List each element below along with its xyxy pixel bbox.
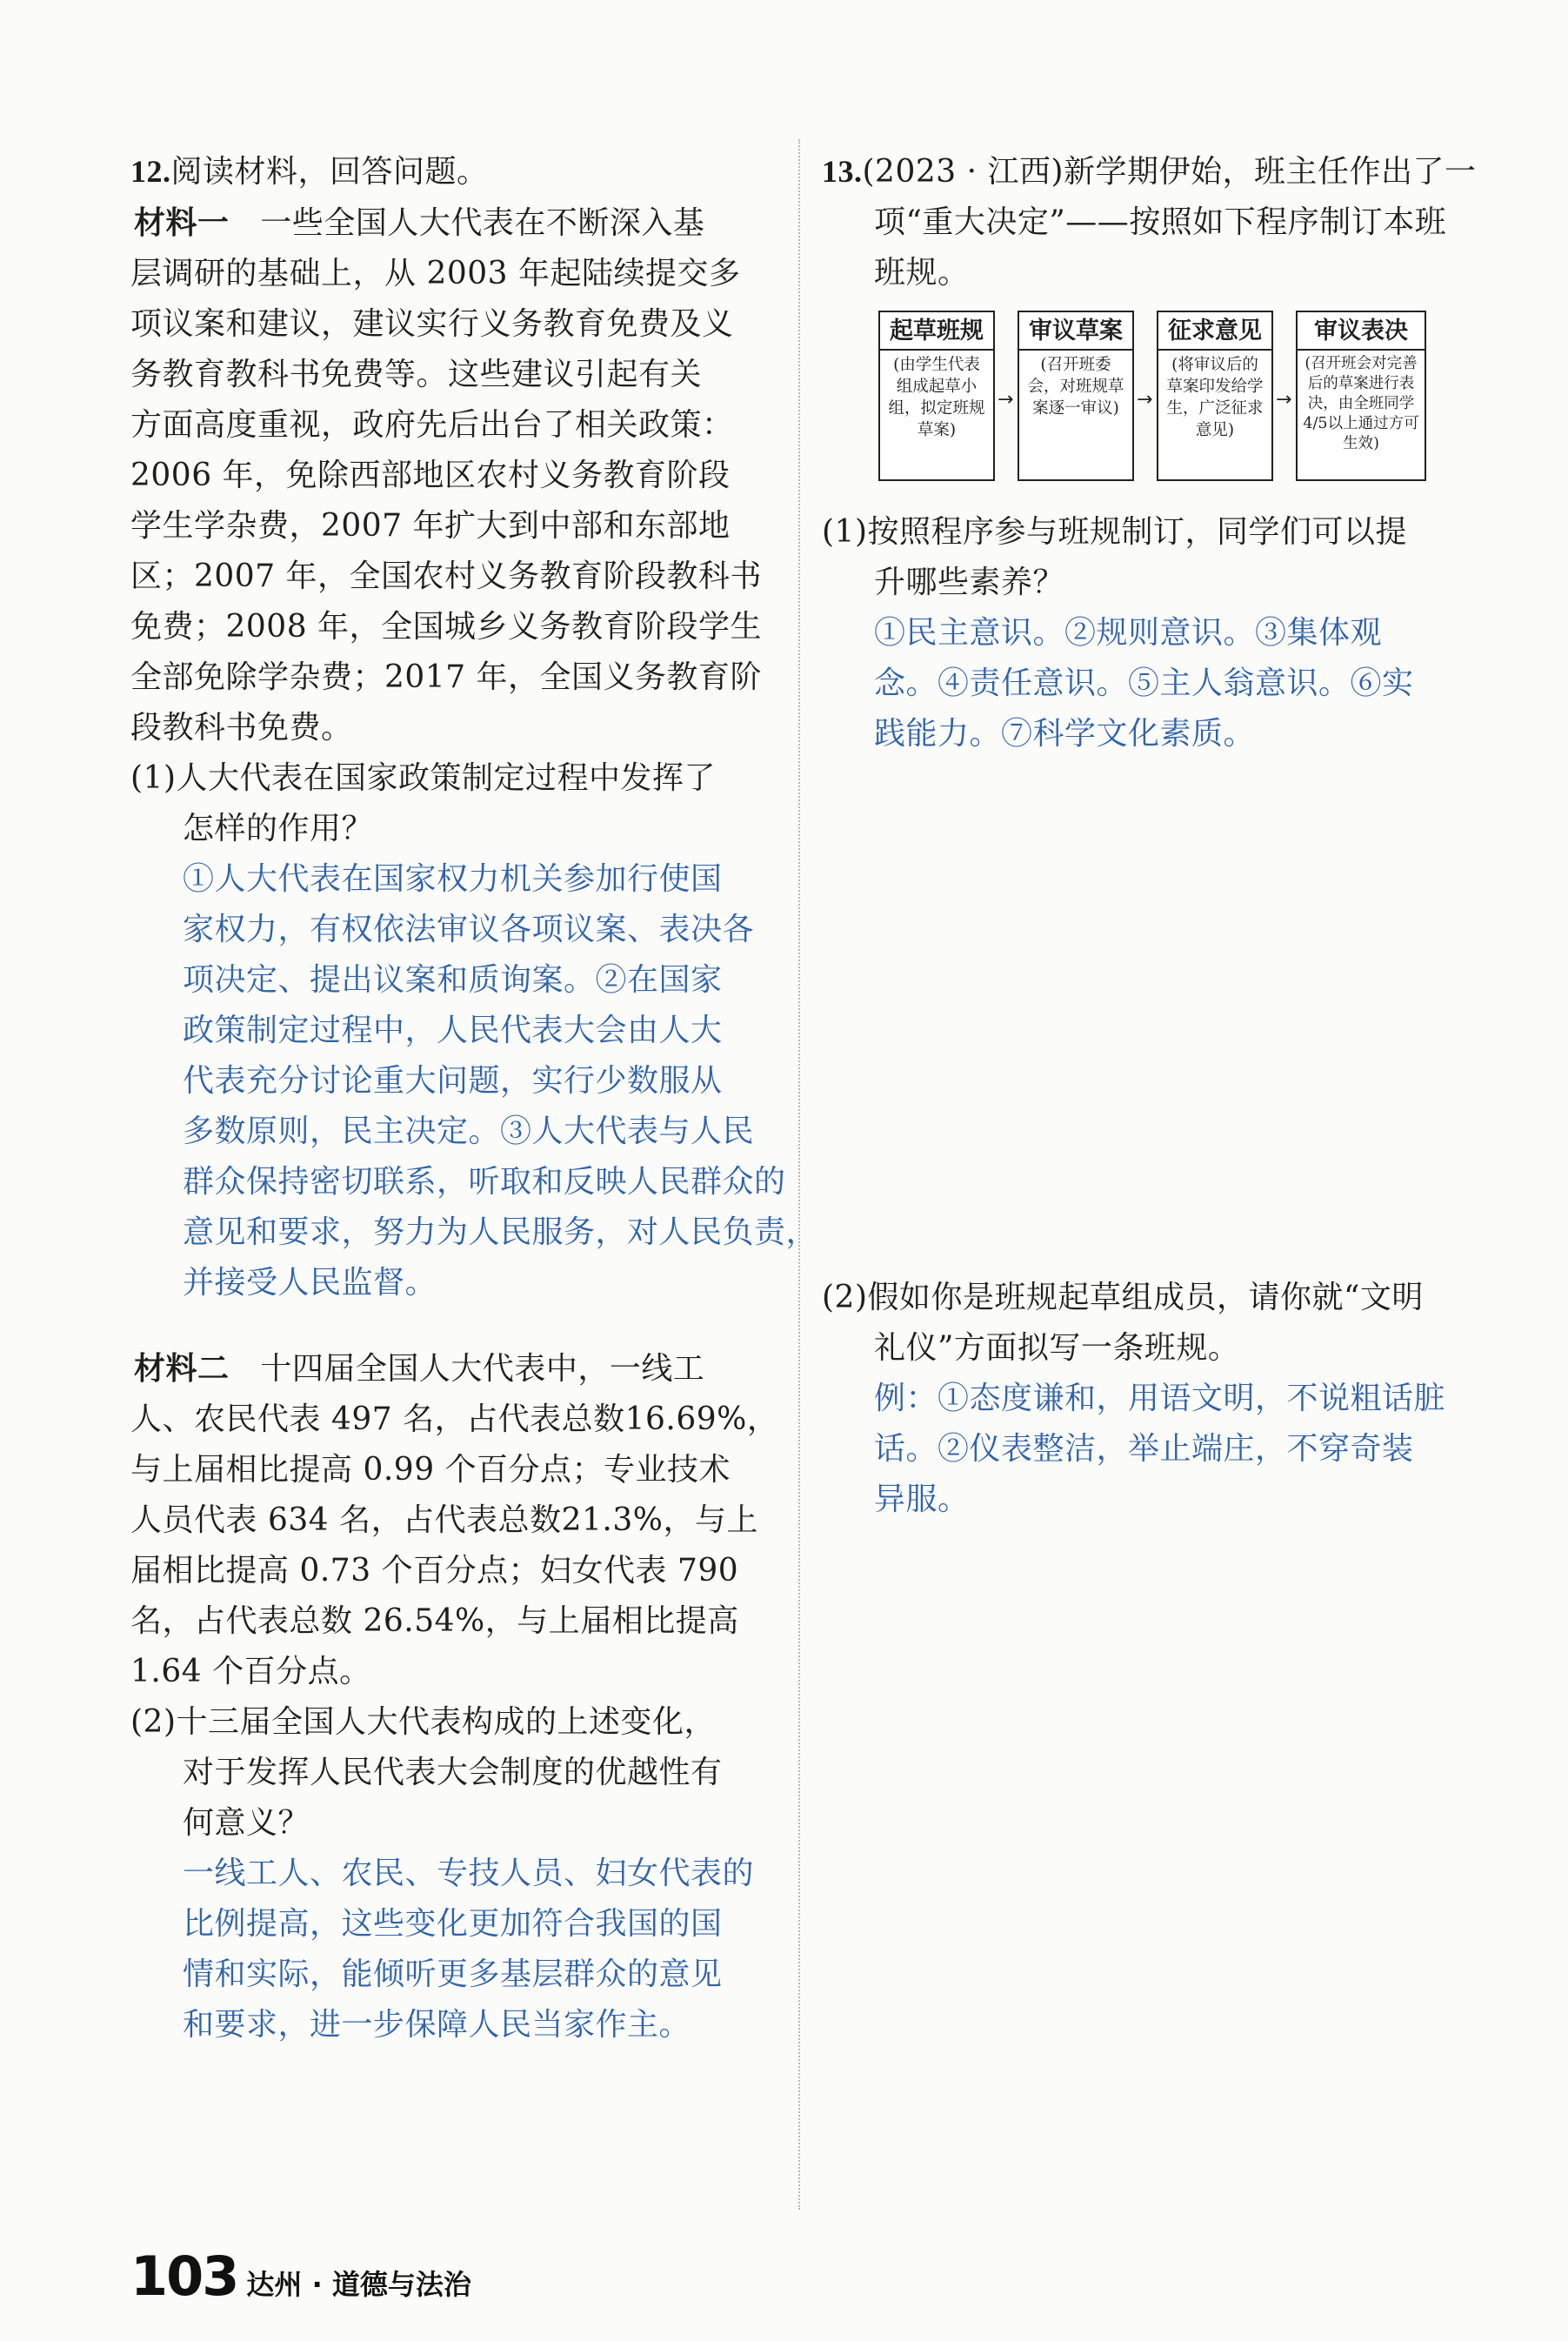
flow-step-desc: (由学生代表组成起草小组，拟定班规草案) [888, 356, 985, 439]
material-1-line: 务教育教科书免费等。这些建议引起有关 [130, 357, 703, 392]
answer-line: 践能力。⑦科学文化素质。 [874, 716, 1256, 752]
flow-step-2 [1018, 311, 1134, 481]
answer-line: 家权力，有权依法审议各项议案、表决各 [183, 912, 755, 947]
material-2-line: 届相比提高 0.73 个百分点；妇女代表 790 [130, 1553, 739, 1589]
question-13-header [822, 146, 1477, 197]
answer-line: 异服。 [874, 1482, 970, 1517]
material-1-line: 段教科书免费。 [130, 710, 353, 746]
material-2-line: 人员代表 634 名，占代表总数21.3%，与上 [130, 1502, 758, 1538]
answer-line: 情和实际，能倾听更多基层群众的意见 [183, 1956, 723, 1992]
page-footer [130, 2244, 471, 2308]
question-12-title: 阅读材料，回答问题。 [170, 154, 489, 190]
flow-step-desc: (召开班会对完善后的草案进行表决，由全班同学4/5以上通过方可生效) [1303, 355, 1419, 452]
column-divider [798, 139, 800, 2210]
question-12-header [130, 146, 778, 197]
answer-line: 一线工人、农民、专技人员、妇女代表的 [183, 1856, 755, 1891]
flow-step-desc: (将审议后的草案印发给学生，广泛征求意见) [1166, 356, 1264, 439]
flow-step-title: 审议表决 [1298, 316, 1425, 351]
question-line: 礼仪”方面拟写一条班规。 [874, 1330, 1240, 1366]
material-1-label: 材料一 [134, 204, 230, 241]
material-2 [130, 1343, 778, 1697]
material-2-line: 与上届相比提高 0.99 个百分点；专业技术 [130, 1452, 731, 1488]
material-2-line: 名，占代表总数 26.54%，与上届相比提高 [130, 1603, 739, 1639]
material-1-line: 项议案和建议，建议实行义务教育免费及义 [130, 306, 734, 342]
left-sub-question-1 [130, 753, 778, 854]
question-line: (1)人大代表在国家政策制定过程中发挥了 [130, 760, 716, 796]
procedure-flowchart [878, 311, 1457, 493]
page-number: 103 [130, 2244, 238, 2308]
material-2-line: 1.64 个百分点。 [130, 1654, 371, 1689]
question-line: (1)按照程序参与班规制订，同学们可以提 [822, 514, 1407, 550]
question-13-line: (2023 · 江西)新学期伊始，班主任作出了一 [862, 154, 1477, 190]
arrow-right-icon: → [998, 389, 1014, 411]
material-1-line: 一些全国人大代表在不断深入基 [260, 205, 705, 241]
answer-line: 念。④责任意识。⑤主人翁意识。⑥实 [874, 666, 1414, 701]
question-12-number: 12. [130, 154, 171, 189]
question-line: (2)十三届全国人大代表构成的上述变化， [130, 1704, 716, 1740]
left-answer-2 [130, 1849, 778, 2050]
answer-space [822, 759, 1465, 1273]
question-line: 升哪些素养？ [874, 565, 1065, 600]
answer-line: ①人大代表在国家权力机关参加行使国 [183, 861, 723, 897]
flow-step-3 [1157, 311, 1273, 481]
question-13-line: 班规。 [874, 255, 970, 291]
material-1-line: 学生学杂费，2007 年扩大到中部和东部地 [130, 508, 731, 544]
question-line: 怎样的作用？ [183, 811, 374, 846]
material-1-line: 区；2007 年，全国农村义务教育阶段教科书 [130, 558, 763, 594]
left-answer-1 [130, 854, 818, 1308]
answer-line: 群众保持密切联系，听取和反映人民群众的 [183, 1164, 786, 1200]
material-1-line: 层调研的基础上，从 2003 年起陆续提交多 [130, 256, 741, 291]
right-sub-question-2 [822, 1273, 1465, 1374]
material-1-line: 2006 年，免除西部地区农村义务教育阶段 [130, 458, 731, 493]
answer-line: 意见和要求，努力为人民服务，对人民负责， [183, 1214, 818, 1250]
question-line: 对于发挥人民代表大会制度的优越性有 [183, 1755, 723, 1790]
answer-line: 多数原则，民主决定。③人大代表与人民 [183, 1114, 755, 1149]
answer-line: 代表充分讨论重大问题，实行少数服从 [183, 1063, 723, 1099]
flow-step-4 [1296, 311, 1426, 481]
answer-line: ①民主意识。②规则意识。③集体观 [874, 615, 1383, 651]
flow-step-1 [878, 311, 995, 481]
question-13-line: 项“重大决定”——按照如下程序制订本班 [874, 204, 1447, 240]
flow-step-title: 起草班规 [880, 316, 993, 351]
arrow-right-icon: → [1276, 389, 1292, 411]
answer-line: 和要求，进一步保障人民当家作主。 [183, 2007, 691, 2043]
flow-step-desc: (召开班委会，对班规草案逐一审议) [1027, 356, 1124, 418]
question-line: 何意义？ [183, 1805, 310, 1841]
material-1-line: 方面高度重视，政府先后出台了相关政策： [130, 407, 734, 443]
right-answer-2 [822, 1374, 1465, 1525]
answer-line: 话。②仪表整洁，举止端庄，不穿奇装 [874, 1431, 1414, 1467]
answer-line: 比例提高，这些变化更加符合我国的国 [183, 1906, 723, 1942]
question-line: (2)假如你是班规起草组成员，请你就“文明 [822, 1280, 1424, 1315]
right-sub-question-1 [822, 507, 1465, 608]
arrow-right-icon: → [1137, 389, 1153, 411]
right-column [822, 146, 1477, 1525]
book-title: 达州 · 道德与法治 [246, 2268, 471, 2301]
flow-step-title: 征求意见 [1158, 316, 1271, 351]
answer-line: 政策制定过程中，人民代表大会由人大 [183, 1013, 723, 1048]
right-answer-1 [822, 608, 1465, 759]
flow-step-title: 审议草案 [1019, 316, 1132, 351]
question-13-number: 13. [822, 154, 863, 189]
material-1-line: 全部免除学杂费；2017 年，全国义务教育阶 [130, 659, 763, 695]
material-1 [130, 197, 778, 753]
material-2-line: 人、农民代表 497 名，占代表总数16.69%， [130, 1401, 779, 1437]
material-2-line: 十四届全国人大代表中，一线工 [260, 1351, 705, 1387]
left-column [130, 146, 818, 2050]
material-2-label: 材料二 [134, 1350, 230, 1387]
left-sub-question-2 [130, 1697, 778, 1849]
answer-line: 并接受人民监督。 [183, 1265, 437, 1301]
answer-line: 项决定、提出议案和质询案。②在国家 [183, 962, 723, 998]
material-1-line: 免费；2008 年，全国城乡义务教育阶段学生 [130, 609, 763, 645]
answer-line: 例：①态度谦和，用语文明，不说粗话脏 [874, 1381, 1446, 1416]
